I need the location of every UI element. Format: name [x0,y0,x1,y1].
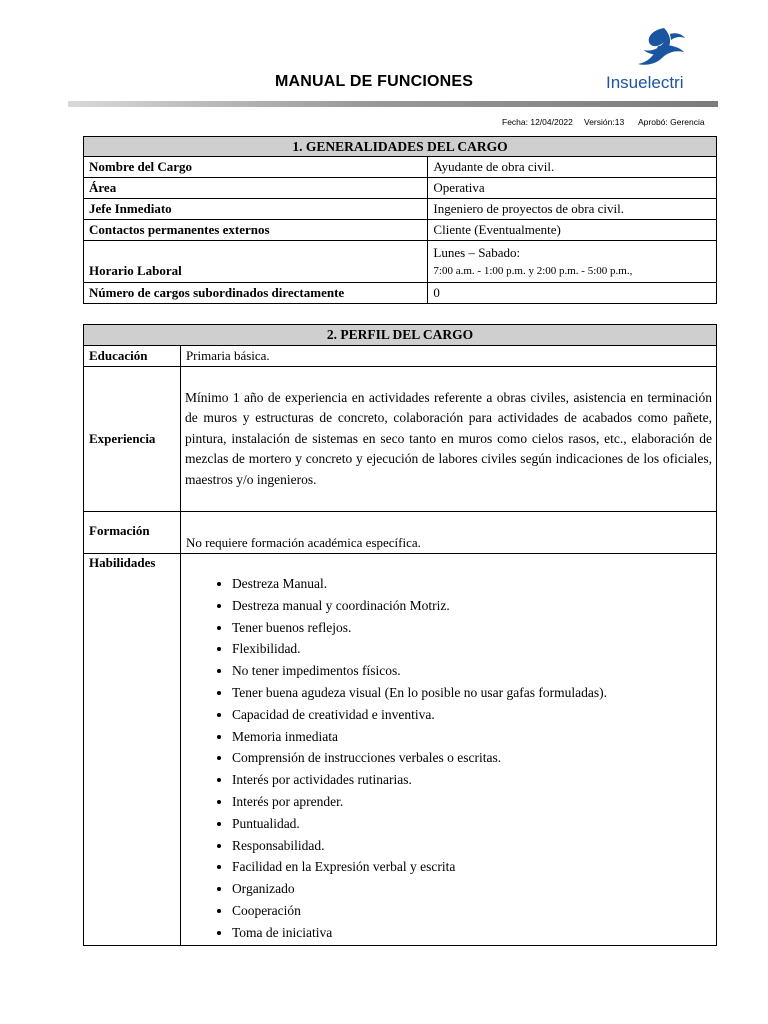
row-value: Ingeniero de proyectos de obra civil. [428,199,717,220]
row-label: Área [84,178,428,199]
meta-aprobo: Aprobó: Gerencia [638,117,705,127]
skill-item: • Facilidad en la Expresión verbal y escrita [232,856,711,878]
section-2-title: 2. PERFIL DEL CARGO [84,325,717,346]
experiencia-value: Mínimo 1 año de experiencia en actividades referente a obras civiles, asistencia en terminación de muros y estructuras de concreto, colaboración para actividades de acabados como pañete, pintura, instalación de sistemas en seco tanto en muros como cielos rasos, etc., elaboración de mezclas de mortero y concreto y ejecución de labores civiles según indicaciones de los oficiales, maestros y/o ingenieros. [180,367,716,512]
skill-item: • No tener impedimentos físicos. [232,660,711,682]
horario-label: Horario Laboral [84,241,428,283]
row-label: Contactos permanentes externos [84,220,428,241]
row-value: Cliente (Eventualmente) [428,220,717,241]
skill-item: • Capacidad de creatividad e inventiva. [232,704,711,726]
skill-item: • Tener buena agudeza visual (En lo posible no usar gafas formuladas). [232,682,711,704]
skill-item: • Puntualidad. [232,813,711,835]
row-value: Ayudante de obra civil. [428,157,717,178]
skill-item: • Tener buenos reflejos. [232,617,711,639]
skill-item: • Toma de iniciativa [232,922,711,944]
habilidades-list [186,573,711,944]
skill-item: • Cooperación [232,900,711,922]
skill-item: • Responsabilidad. [232,835,711,857]
row-label: Jefe Inmediato [84,199,428,220]
skill-item: • Organizado [232,878,711,900]
meta-fecha: Fecha: 12/04/2022 [502,117,573,127]
formacion-value: No requiere formación académica específica. [180,512,716,554]
logo-swirl-icon [634,26,686,70]
section-1-title: 1. GENERALIDADES DEL CARGO [84,137,717,157]
educacion-label: Educación [84,346,181,367]
horario-value [428,241,717,283]
educacion-value: Primaria básica. [180,346,716,367]
meta-version: Versión:13 [584,117,625,127]
skill-item: • Interés por actividades rutinarias. [232,769,711,791]
habilidades-value [180,554,716,946]
formacion-label: Formación [84,512,181,554]
subordinados-label: Número de cargos subordinados directamente [84,283,428,304]
horario-hours: 7:00 a.m. - 1:00 p.m. y 2:00 p.m. - 5:00 p.m., [433,264,633,277]
skill-item: • Flexibilidad. [232,638,711,660]
habilidades-label: Habilidades [84,554,181,946]
header-divider [68,101,718,107]
experiencia-label: Experiencia [84,367,181,512]
horario-days: Lunes – Sabado: [433,244,521,260]
generalidades-table [83,136,717,304]
row-label: Nombre del Cargo [84,157,428,178]
skill-item: • Destreza Manual. [232,573,711,595]
company-logo [606,26,706,96]
subordinados-value: 0 [428,283,717,304]
skill-item: • Comprensión de instrucciones verbales o escritas. [232,747,711,769]
row-value: Operativa [428,178,717,199]
logo-text: Insuelectri [606,73,684,92]
document-title: MANUAL DE FUNCIONES [275,73,474,90]
perfil-table [83,324,717,946]
skill-item: • Memoria inmediata [232,726,711,748]
skill-item: • Destreza manual y coordinación Motriz. [232,595,711,617]
skill-item: • Interés por aprender. [232,791,711,813]
